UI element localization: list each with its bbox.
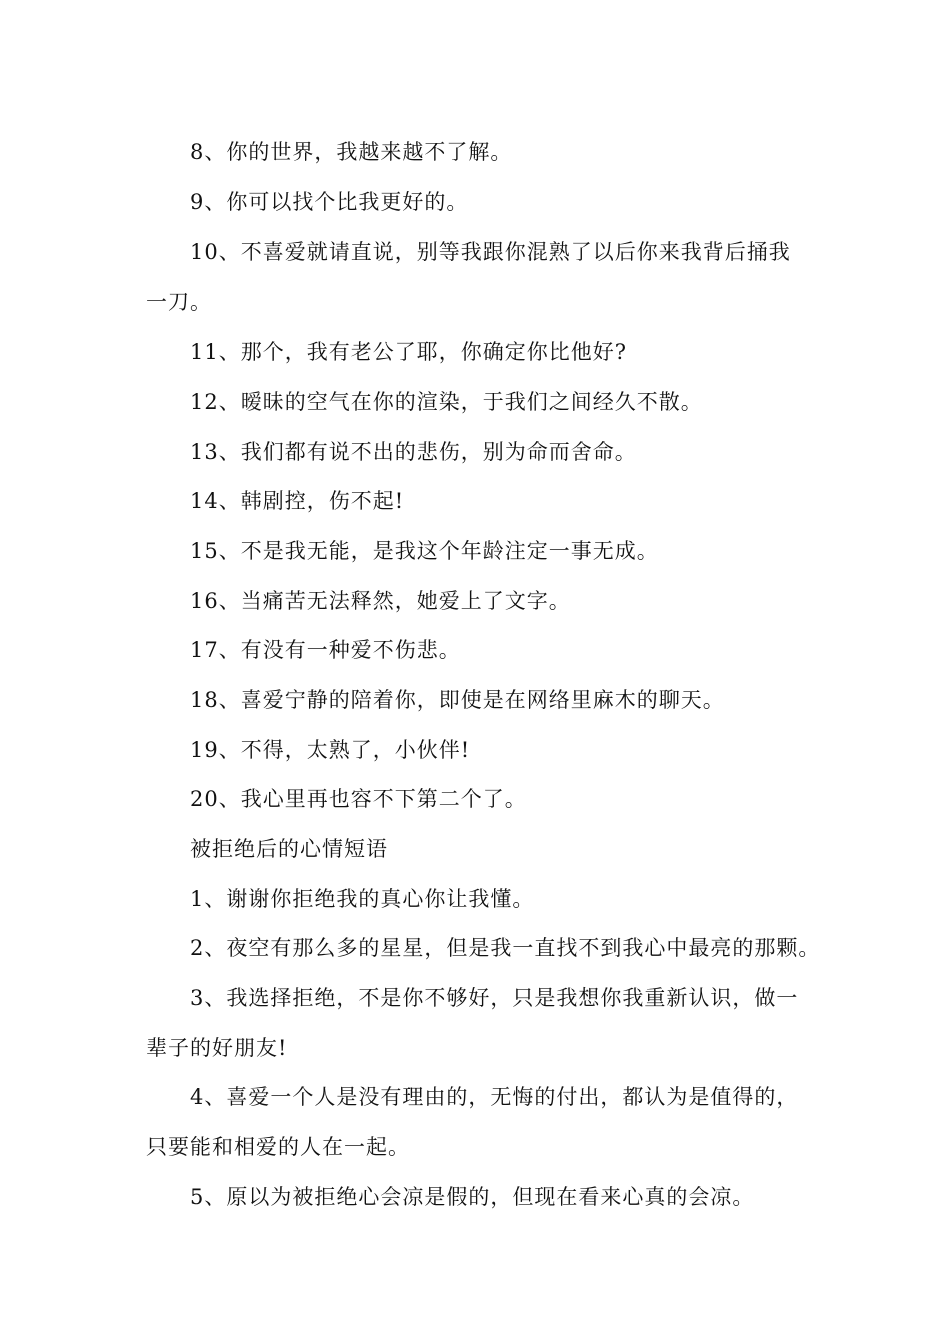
text-line: 一刀。 [146, 290, 212, 314]
text-line: 16、当痛苦无法释然，她爱上了文字。 [190, 589, 571, 613]
text-line: 17、有没有一种爱不伤悲。 [190, 638, 461, 662]
text-line: 18、喜爱宁静的陪着你，即使是在网络里麻木的聊天。 [190, 688, 725, 712]
text-line: 13、我们都有说不出的悲伤，别为命而舍命。 [190, 440, 637, 464]
text-line: 11、那个，我有老公了耶，你确定你比他好? [190, 340, 627, 364]
text-line: 1、谢谢你拒绝我的真心你让我懂。 [190, 887, 535, 911]
section-heading: 被拒绝后的心情短语 [190, 837, 388, 861]
text-line: 辈子的好朋友! [146, 1036, 288, 1060]
text-line: 19、不得，太熟了，小伙伴! [190, 738, 471, 762]
text-line: 8、你的世界，我越来越不了解。 [190, 140, 513, 164]
text-line: 9、你可以找个比我更好的。 [190, 190, 469, 214]
text-line: 5、原以为被拒绝心会凉是假的，但现在看来心真的会凉。 [190, 1185, 755, 1209]
text-line: 20、我心里再也容不下第二个了。 [190, 787, 527, 811]
text-line: 2、夜空有那么多的星星，但是我一直找不到我心中最亮的那颗。 [190, 936, 821, 960]
text-line: 10、不喜爱就请直说，别等我跟你混熟了以后你来我背后捅我 [190, 240, 791, 264]
text-line: 只要能和相爱的人在一起。 [146, 1135, 410, 1159]
text-line: 3、我选择拒绝，不是你不够好，只是我想你我重新认识，做一 [190, 986, 799, 1010]
text-line: 4、喜爱一个人是没有理由的，无悔的付出，都认为是值得的， [190, 1085, 799, 1109]
text-line: 15、不是我无能，是我这个年龄注定一事无成。 [190, 539, 659, 563]
text-line: 12、暧昧的空气在你的渲染，于我们之间经久不散。 [190, 390, 703, 414]
text-line: 14、韩剧控，伤不起! [190, 489, 405, 513]
